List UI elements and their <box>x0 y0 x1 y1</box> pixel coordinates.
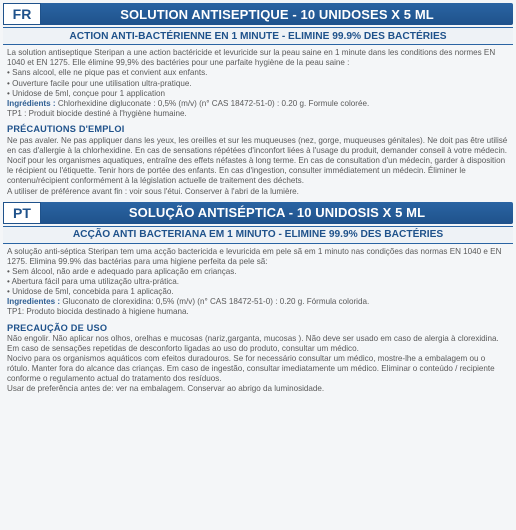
pt-precautions-heading: PRECAUÇÃO DE USO <box>7 322 108 333</box>
pt-content <box>3 247 513 394</box>
pt-bullet-3: • Unidose de 5ml, concebida para 1 aplicação. <box>7 287 174 297</box>
pt-precaution-3: Usar de preferência antes de: ver na embalagem. Conservar ao abrigo da luminosidade. <box>7 384 325 394</box>
fr-ingredients-text: Chlorhexidine digluconate : 0,5% (m/v) (n° CAS 18472-51-0) : 0.20 g. Formule colorée. <box>55 99 370 109</box>
fr-content <box>3 48 513 197</box>
pt-precaution-1: Não engolir. Não aplicar nos olhos, orelhas e mucosas (nariz,garganta, mucosas ). Não deve ser usado em caso de alergia à clorexidina. Em caso de sensações repetidas de desconforto ligadas ao uso do produto, consultar um médico. <box>7 333 499 353</box>
fr-title: SOLUTION ANTISEPTIQUE - 10 UNIDOSES X 5 ML <box>120 6 434 22</box>
fr-bullet-3: • Unidose de 5ml, conçue pour 1 application <box>7 88 166 98</box>
pt-tp1: TP1: Produto biocida destinado à higiene humana. <box>7 307 189 317</box>
pt-ingredients <box>7 297 509 307</box>
pt-title: SOLUÇÃO ANTISÉPTICA - 10 UNIDOSIS X 5 ML <box>128 205 426 221</box>
fr-precaution-1: Ne pas avaler. Ne pas appliquer dans les yeux, les oreilles et sur les muqueuses (nez, gorge, muqueuses génitales). Ne doit pas être utilisé en cas d'allergie à la chlorhexidine. En cas de sensations répétées d'inconfort liées à l'usage du produit, demander conseil à votre médecin. <box>7 135 508 155</box>
fr-title-bar <box>3 3 513 25</box>
pt-section <box>3 202 513 394</box>
pt-subtitle: ACÇÃO ANTI BACTERIANA EM 1 MINUTO - ELIMINE 99.9% DES BACTÉRIES <box>72 229 444 241</box>
fr-section <box>3 3 513 197</box>
pt-bullet-2: • Abertura fácil para uma utilização ultra-prática. <box>7 277 179 287</box>
fr-bullet-2: • Ouverture facile pour une utilisation ultra-pratique. <box>7 78 192 88</box>
fr-precaution-3: A utiliser de préférence avant fin : voir sous l'étui. Conserver à l'abri de la lumière. <box>7 186 299 196</box>
fr-tp1: TP1 : Produit biocide destiné à l'hygiène humaine. <box>7 109 187 119</box>
fr-precaution-2: Nocif pour les organismes aquatiques, entraîne des effets néfastes à long terme. En cas de consultation d'un médecin, garder à disposition le récipient ou l'étiquette. Tenir hors de portée des enfants. En cas d'ingestion, consulter immédiatement un médecin. Éliminer le contenu/récipient conformément à la législation actuelle de traitement des déchets. <box>7 156 506 186</box>
pt-intro: A solução anti-séptica Steripan tem uma acção bactericida e levuricida em pele sã em 1 minuto nas condições das normas EN 1040 e EN 1275. Elimina 99.9% das bactérias para uma higiene perfeita da pele sã: <box>7 246 502 266</box>
fr-bullet-1: • Sans alcool, elle ne pique pas et convient aux enfants. <box>7 68 208 78</box>
pt-ingredients-text: Gluconato de clorexidina: 0,5% (m/v) (n° CAS 18472-51-0) : 0.20 g. Fórmula colorida. <box>60 297 370 307</box>
fr-ingredients-label: Ingrédients : <box>7 99 56 109</box>
pt-bullet-1: • Sem álcool, não arde e adequado para aplicação em crianças. <box>7 267 237 277</box>
fr-subtitle: ACTION ANTI-BACTÉRIENNE EN 1 MINUTE - ELIMINE 99.9% DES BACTÉRIES <box>69 30 447 42</box>
pt-subtitle-bar <box>3 226 513 244</box>
pt-ingredients-label: Ingredientes : <box>7 297 61 307</box>
fr-language-code: FR <box>3 3 41 25</box>
fr-subtitle-bar <box>3 27 513 45</box>
fr-ingredients <box>7 99 509 109</box>
pt-language-code: PT <box>3 202 41 224</box>
pt-title-bar <box>3 202 513 224</box>
fr-intro: La solution antiseptique Steripan a une action bactéricide et levuricide sur la peau saine en 1 minute dans les conditions des normes EN 1040 et EN 1275. Elle élimine 99,9% des bactéries pour une parfaite hygiène de la peau saine : <box>7 48 496 68</box>
fr-precautions-heading: PRÉCAUTIONS D'EMPLOI <box>7 124 125 135</box>
pt-precaution-2: Nocivo para os organismos aquáticos com efeitos duradouros. Se for necessário consultar um médico, mostre-lhe a embalagem ou o rótulo. Manter fora do alcance das crianças. Em caso de ingestão, consultar imediatamente um médico. Eliminar o conteúdo / recipiente conforme o regulamento actual do tratamento dos resíduos. <box>7 353 495 383</box>
